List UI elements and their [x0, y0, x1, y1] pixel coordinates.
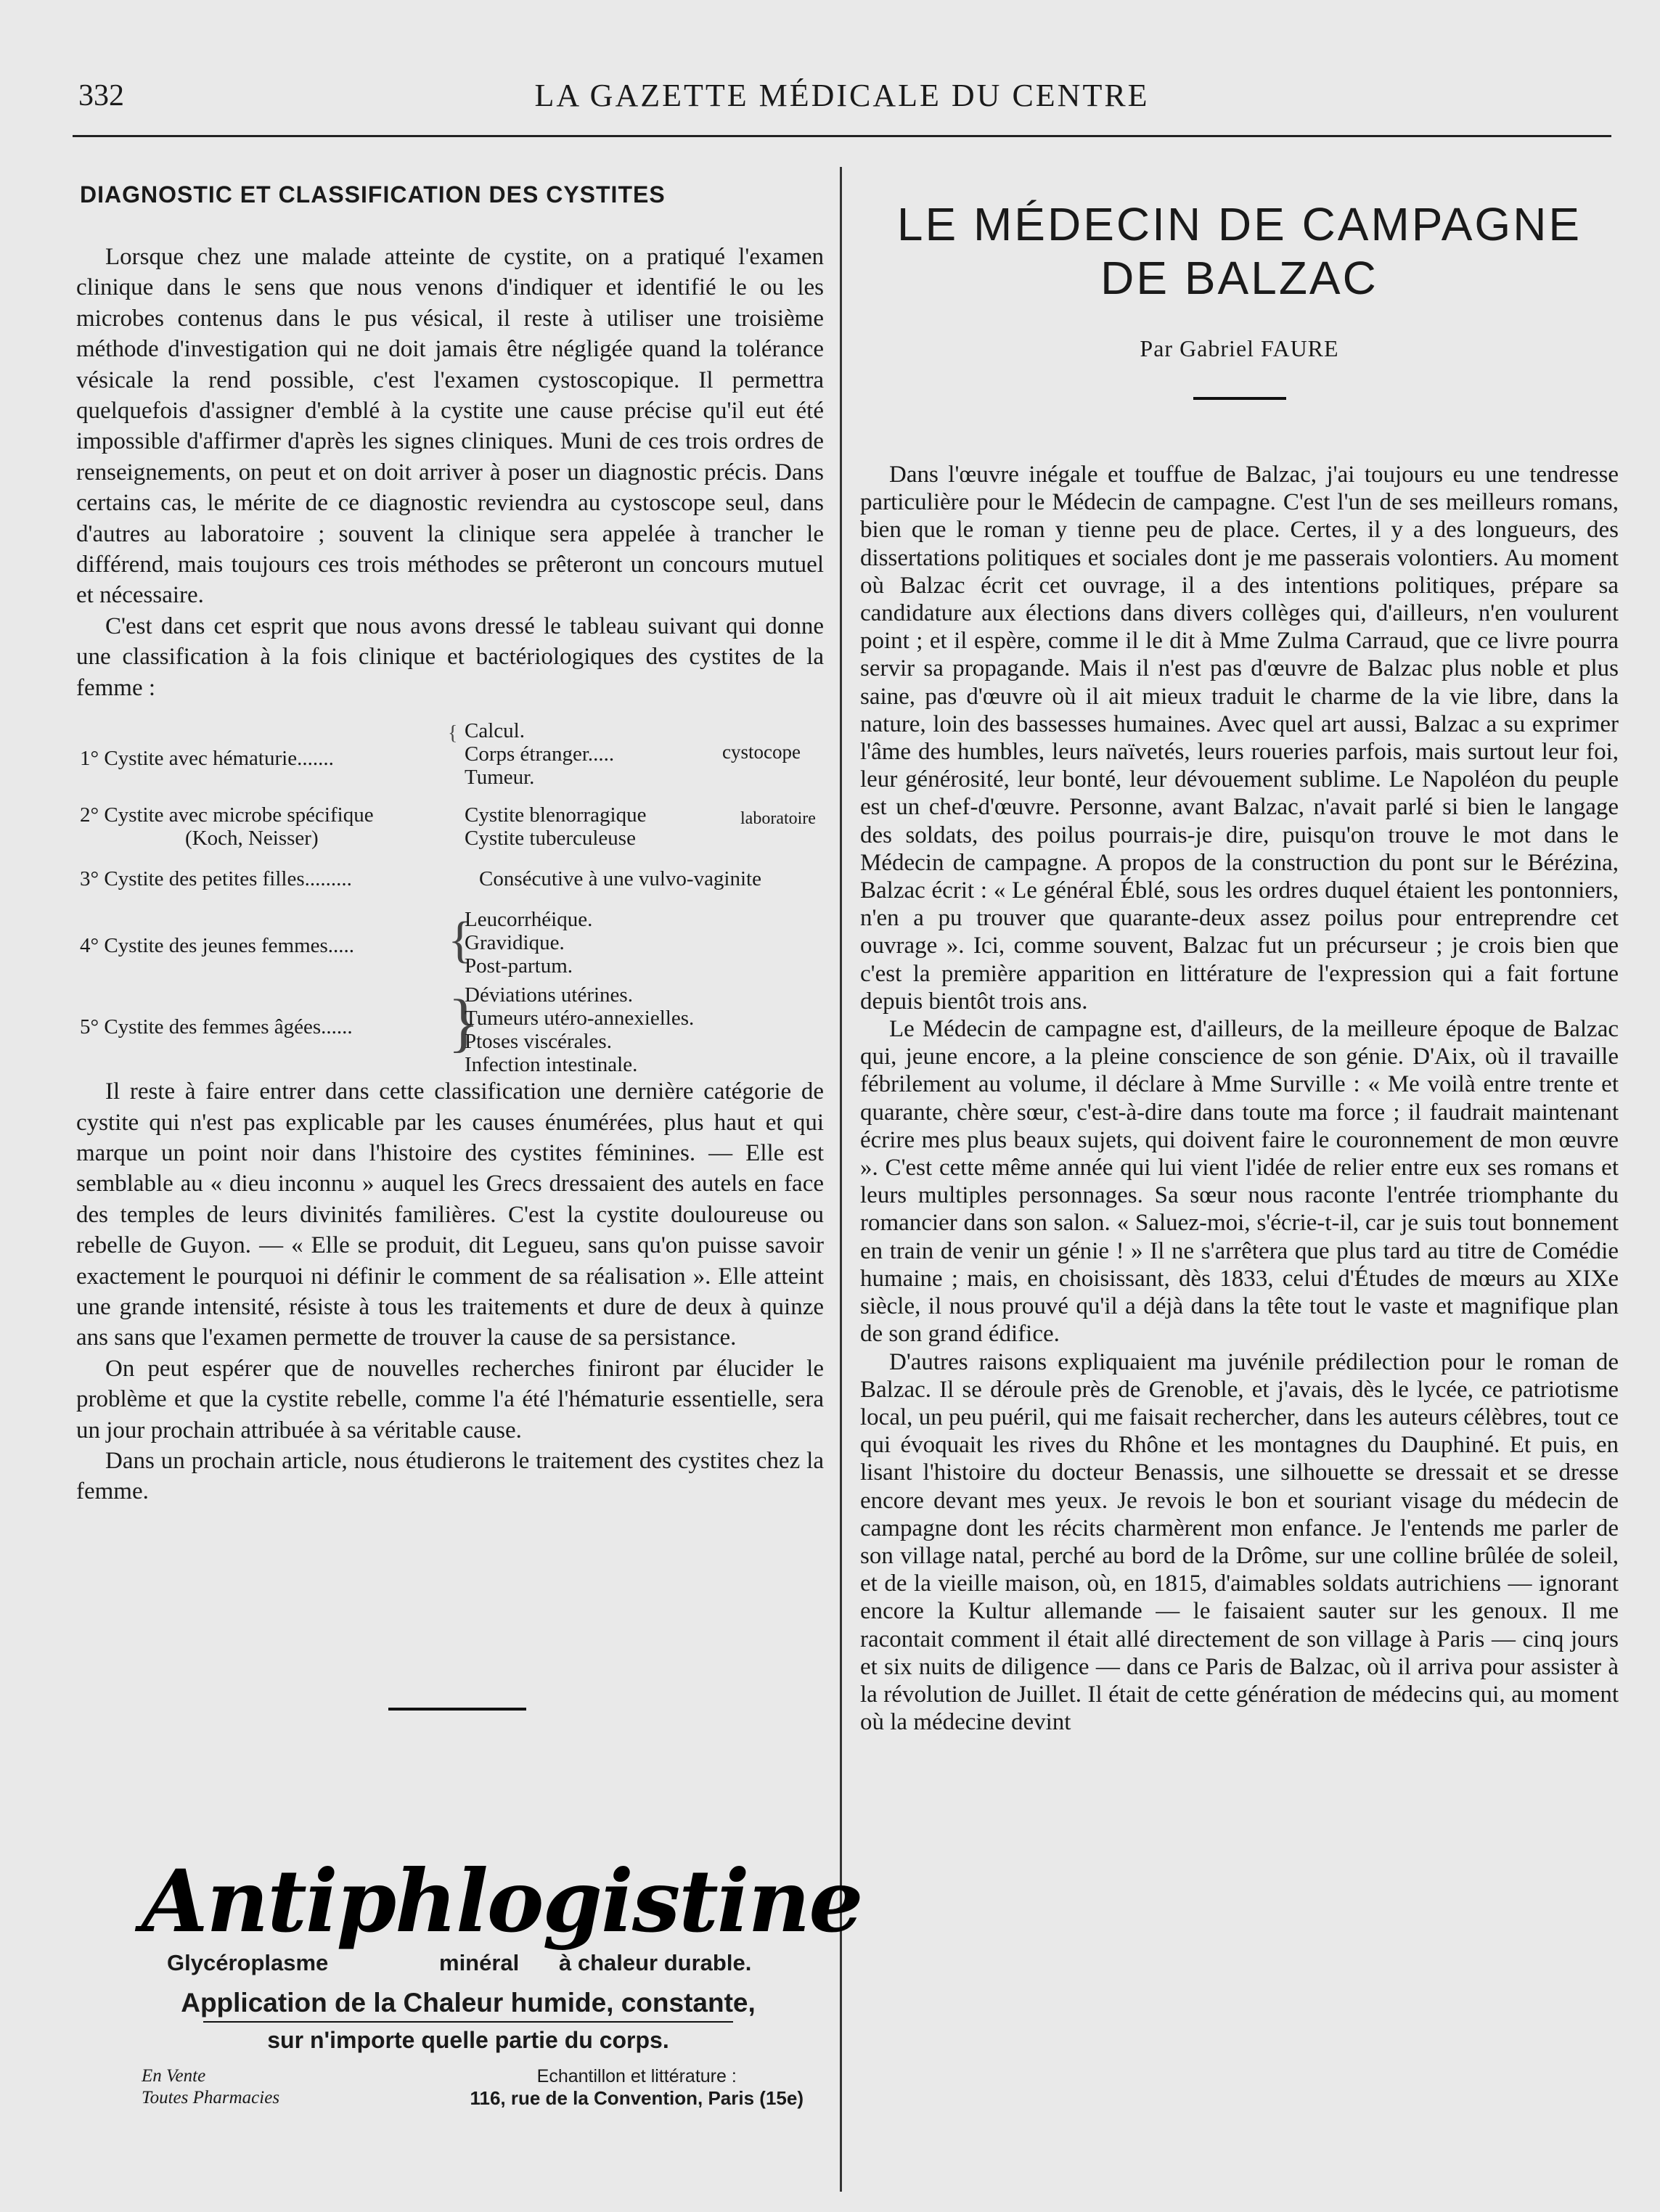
paragraph: Le Médecin de campagne est, d'ailleurs, de la meilleure époque de Balzac qui, jeune encore, a la pleine conscience de son génie. D'Aix, où il travaille fébrilement au volume, il déclare à Mme Surville : « Me voilà entre trente et quarante, chère sœur, c'est-à-dire dans toute ma force ; il faudrait maintenant écrire mes plus beaux sujets, qui doivent faire le couronnement de mon œuvre ». C'est cette même année qui lui vient l'idée de relier entre eux ses romans et leurs multiples personnages. Sa sœur nous raconte l'entrée triomphante du romancier dans son salon. « Saluez-moi, s'écrie-t-il, car je suis tout bonnement en train de venir un génie ! » Il ne s'arrêtera que plus tard au titre de Comédie humaine ; mais, en choisissant, dès 1833, celui d'Études de mœurs au XIXe siècle, il nous prouvé qu'il a déjà dans la tête tout le vaste et magnifique plan de son grand édifice. [860, 1016, 1619, 1348]
ad-subtitle-part: Glycéroplasme [167, 1950, 329, 1975]
page-number: 332 [78, 79, 124, 112]
advertisement [142, 1851, 862, 2123]
ad-sample-info [470, 2065, 804, 2110]
paragraph: D'autres raisons expliquaient ma juvénile prédilection pour le roman de Balzac. Il se déroule près de Grenoble, et j'avais, dès le lycée, ce patriotisme local, un peu puéril, qui me faisait rechercher, dans les auteurs célèbres, tout ce qui évoquait les rives du Rhône et les montagnes du Dauphiné. Et puis, en lisant l'histoire du docteur Benassis, une silhouette se dressait et se dresse encore devant mes yeux. Je revois le bon et souriant visage du médecin de campagne dont les récits charmèrent mon enfance. Je l'entends me parler de son village natal, perché au bord de la Drôme, sur une colline brûlée de soleil, et de la vieille maison, où, en 1815, d'aimables soldats autrichiens — ignorant encore la Kultur allemande — le faisaient sauter sur les genoux. Il me racontait comment il était allé directement de son village à Paris — cinq jours et six nuits de diligence — dans ce Paris de Balzac, où il arriva pour assister à la révolution de Juillet. Il était de cette génération de médecins qui, au moment où la médecine devint [860, 1348, 1619, 1736]
row-item: Tumeur. [465, 766, 535, 790]
row-item: Gravidique. [465, 931, 565, 955]
right-column [860, 197, 1619, 1736]
row-label: 4° Cystite des jeunes femmes..... [80, 934, 355, 958]
paragraph: On peut espérer que de nouvelles recherches finiront par élucider le problème et que la cystite rebelle, comme l'a été l'hématurie essentielle, sera un jour prochain attribuée à sa véritable cause. [76, 1355, 824, 1443]
page-header [73, 64, 1611, 115]
row-item: Cystite tuberculeuse [465, 827, 636, 851]
row-items [479, 867, 761, 890]
left-column [76, 181, 824, 1507]
row-items [465, 908, 592, 978]
row-item: Leucorrhéique. [465, 908, 593, 932]
ad-sale-line: Toutes Pharmacies [142, 2088, 280, 2107]
ad-subtitle-part: minéral [439, 1950, 520, 1975]
row-items [465, 803, 646, 850]
article-author: Par Gabriel FAURE [1140, 335, 1339, 361]
row-method: cystocope [722, 741, 801, 763]
article-title [860, 197, 1619, 305]
ad-sample-line: Echantillon et littérature : [536, 2066, 737, 2086]
ad-subtitle-part: à chaleur durable. [559, 1950, 752, 1975]
row-item: Post-partum. [465, 954, 573, 978]
paragraph: Dans un prochain article, nous étudierons le traitement des cystites chez la femme. [76, 1447, 824, 1505]
row-label: 1° Cystite avec hématurie....... [80, 747, 334, 771]
row-item: Infection intestinale. [465, 1053, 638, 1077]
ad-tagline: Application de la Chaleur humide, constante, [181, 1988, 756, 2018]
article-title-line: DE BALZAC [1100, 252, 1378, 304]
row-item: Tumeurs utéro-annexielles. [465, 1007, 695, 1031]
journal-title: LA GAZETTE MÉDICALE DU CENTRE [534, 78, 1150, 113]
ad-sale-line: En Vente [142, 2066, 206, 2086]
row-label: 2° Cystite avec microbe spécifique [80, 803, 374, 827]
row-item: Consécutive à une vulvo-vaginite [479, 867, 761, 891]
row-items [465, 719, 614, 789]
section-separator [388, 1708, 526, 1711]
brace-icon: } [448, 987, 480, 1060]
title-separator [1193, 397, 1286, 400]
paragraph: Dans l'œuvre inégale et touffue de Balzac, j'ai toujours eu une tendresse particulière pour le Médecin de campagne. C'est l'un de ses meilleurs romans, bien que le roman y tienne peu de place. Certes, il y a des longueurs, des dissertations politiques et sociales dont je me passerais volontiers. Au moment où Balzac écrit cet ouvrage, il a des intentions politiques, prépare sa candidature aux élections dans divers collèges qui, d'ailleurs, n'en voulurent point ; et il espère, comme il le dit à Mme Zulma Carraud, que ce livre pourra servir sa propagande. Mais il n'est pas d'œuvre de Balzac plus noble et plus saine, pas d'œuvre où il ait mieux traduit le charme de la vie libre, dans la nature, loin des bassesses humaines. Avec quel art aussi, Balzac a su exprimer l'âme des humbles, leurs naïvetés, leurs roueries parfois, mais surtout leur foi, leur générosité, leur bonté, leur dévouement sublime. Le Napoléon du peuple est un chef-d'œuvre. Personne, avant Balzac, n'avait parlé si bien le langage des soldats, des poilus pourrais-je dire, puisqu'on trouve le mot dans le Médecin de campagne. A propos de la construction du pont sur le Bérézina, Balzac écrit : « Le général Éblé, sous les ordres duquel étaient les pontonniers, n'en a pu trouver que quarante-deux assez poilus pour entreprendre cet ouvrage ». Ici, comme souvent, Balzac fut un précurseur ; je crois bien que c'est la première apparition en littérature de l'expression qui a fait fortune depuis bientôt trois ans. [860, 462, 1619, 1015]
row-item: Calcul. [465, 719, 525, 743]
row-label: 5° Cystite des femmes âgées...... [80, 1015, 353, 1039]
ad-brand-logo: Antiphlogistine [142, 1851, 862, 1951]
article-title-line: LE MÉDECIN DE CAMPAGNE [896, 198, 1582, 250]
ad-tagline-2: sur n'importe quelle partie du corps. [203, 2021, 733, 2054]
row-item: Cystite blenorragique [465, 803, 647, 827]
paragraph: Lorsque chez une malade atteinte de cystite, on a pratiqué l'examen clinique dans le sens que nous venons d'indiquer et identifié le ou les microbes contenus dans le pus vésical, il reste à utiliser une troisième méthode d'investigation qui ne doit jamais être négligée quand la tolérance vésicale la rend possible, c'est l'examen cystoscopique. Il permettra quelquefois d'assigner d'emblé à la cystite une cause précise qu'il eut été impossible d'affirmer d'après les signes cliniques. Muni de ces trois ordres de renseignements, on peut et on doit arriver à poser un diagnostic précis. Dans certains cas, le mérite de ce diagnostic reviendra au cystoscope seul, dans d'autres au laboratoire ; souvent la clinique sera appelée à trancher le différend, mais toujours ces trois méthodes se prêteront un concours mutuel et nécessaire. [76, 244, 824, 609]
ad-address: 116, rue de la Convention, Paris (15e) [470, 2087, 804, 2109]
brace-icon: { [448, 722, 458, 745]
ad-subtitle [142, 1950, 795, 1982]
row-item: Corps étranger..... [465, 742, 615, 766]
row-item: Ptoses viscérales. [465, 1030, 612, 1054]
row-method: laboratoire [740, 809, 816, 829]
paragraph: C'est dans cet esprit que nous avons dressé le tableau suivant qui donne une classification à la fois clinique et bactériologiques des cystites de la femme : [76, 613, 824, 701]
ad-footer [142, 2065, 804, 2116]
ad-sale-info [142, 2065, 279, 2109]
row-items [465, 983, 694, 1076]
section-heading: DIAGNOSTIC ET CLASSIFICATION DES CYSTITES [80, 181, 666, 208]
paragraph: Il reste à faire entrer dans cette classification une dernière catégorie de cystite qui n'est pas explicable par les causes énumérées, plus haut et qui marque un point noir dans l'histoire des cystites féminines. — Elle est semblable au « dieu inconnu » auquel les Grecs dressaient des autels en face des temples de leurs divinités familières. C'est la cystite douloureuse ou rebelle de Guyon. — « Elle se produit, dit Legueu, sans qu'on puisse savoir exactement le pourquoi ni définir le comment de sa réalisation ». Elle atteint une grande intensité, résiste à tous les traitements et dure de deux à quinze ans sans que l'examen permette de trouver la cause de sa persistance. [76, 1078, 824, 1351]
row-label-detail: (Koch, Neisser) [185, 827, 319, 851]
row-item: Déviations utérines. [465, 983, 633, 1007]
brace-icon: { [448, 912, 473, 969]
classification-table [76, 719, 824, 1077]
row-label: 3° Cystite des petites filles......... [80, 867, 352, 891]
header-divider [73, 135, 1611, 137]
